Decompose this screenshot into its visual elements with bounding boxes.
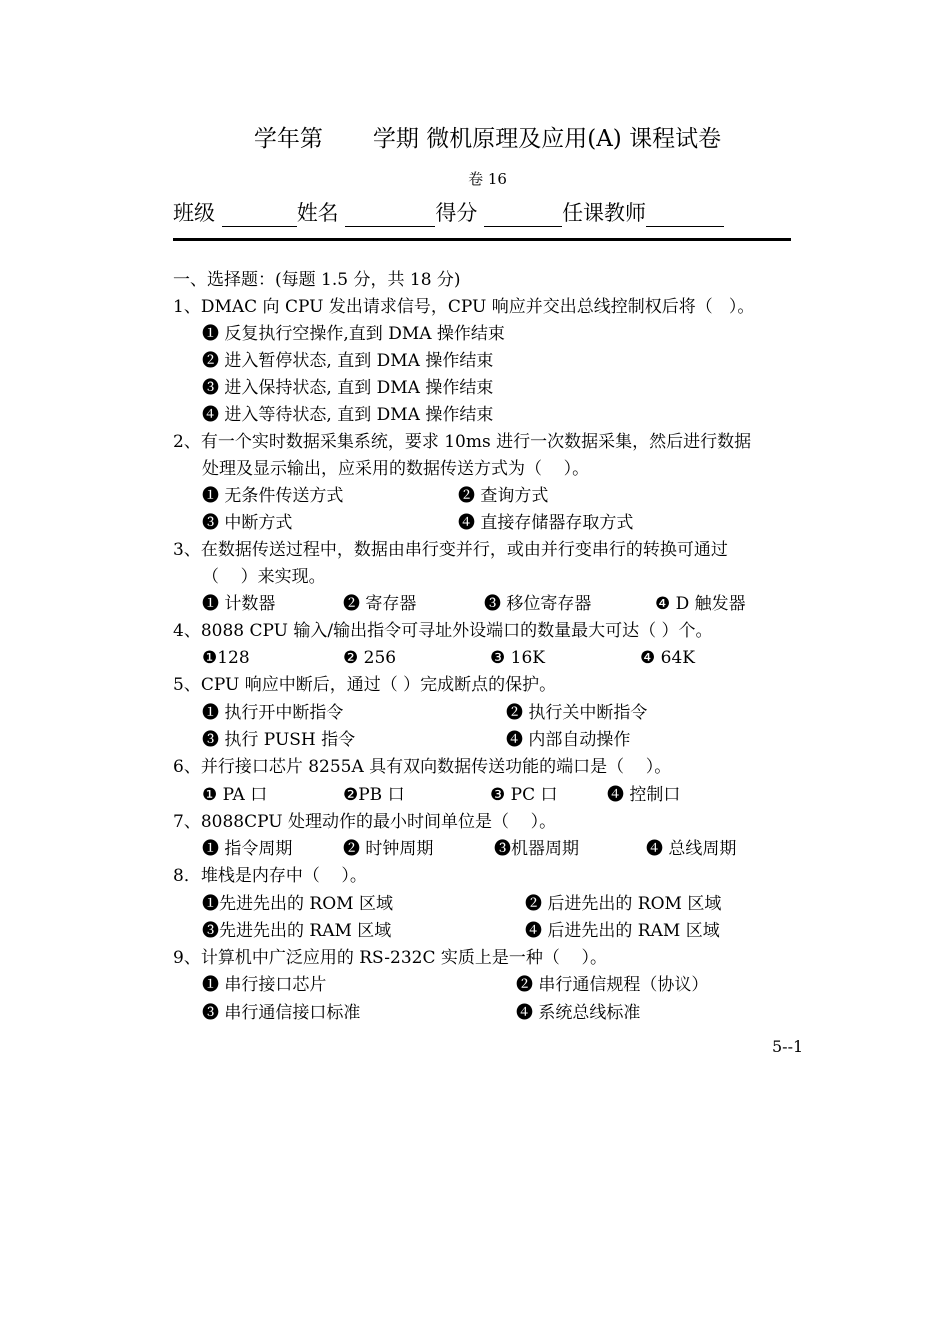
question-6-option-a: ❶ PA 口: [202, 785, 268, 805]
question-8-option-a: ❶先进先出的 ROM 区域: [202, 894, 393, 914]
question-3-option-a: ❶ 计数器: [202, 594, 276, 614]
question-9-option-c: ❸ 串行通信接口标准: [202, 1003, 361, 1023]
question-7-option-c: ❸机器周期: [494, 839, 579, 859]
question-9-stem: 9、计算机中广泛应用的 RS-232C 实质上是一种（ ）。: [173, 948, 608, 968]
question-2-option-d: ❹ 直接存储器存取方式: [458, 513, 634, 533]
teacher-label: 任课教师: [562, 201, 647, 225]
question-8-option-c: ❸先进先出的 RAM 区域: [202, 921, 392, 941]
exam-title: [0, 120, 950, 153]
question-7-option-a: ❶ 指令周期: [202, 839, 293, 859]
question-2-stem-cont: 处理及显示输出，应采用的数据传送方式为（ ）。: [202, 459, 590, 479]
question-5-option-a: ❶ 执行开中断指令: [202, 703, 344, 723]
question-8-option-b: ❷ 后进先出的 ROM 区域: [525, 894, 722, 914]
question-1-option-a: ❶ 反复执行空操作,直到 DMA 操作结束: [202, 324, 505, 344]
question-3-stem-cont: （ ）来实现。: [202, 567, 326, 587]
question-4-option-c: ❸ 16K: [490, 648, 545, 668]
question-5-option-c: ❸ 执行 PUSH 指令: [202, 730, 356, 750]
header-rule: [173, 238, 791, 241]
question-5-option-b: ❷ 执行关中断指令: [506, 703, 648, 723]
question-7-option-b: ❷ 时钟周期: [343, 839, 434, 859]
question-6-option-d: ❹ 控制口: [607, 785, 681, 805]
question-8-stem: 8．堆栈是内存中（ ）。: [173, 866, 367, 886]
question-4-stem: 4、8088 CPU 输入/输出指令可寻址外设端口的数量最大可达（ ）个。: [173, 621, 713, 641]
question-7-stem: 7、8088CPU 处理动作的最小时间单位是（ ）。: [173, 812, 557, 832]
name-blank: [345, 202, 435, 227]
question-9-option-a: ❶ 串行接口芯片: [202, 975, 327, 995]
question-6-option-c: ❸ PC 口: [490, 785, 558, 805]
question-7-option-d: ❹ 总线周期: [646, 839, 737, 859]
question-5-option-d: ❹ 内部自动操作: [506, 730, 631, 750]
class-label: 班级: [173, 201, 215, 225]
score-blank: [484, 202, 562, 227]
question-1-option-c: ❸ 进入保持状态, 直到 DMA 操作结束: [202, 378, 494, 398]
question-4-option-b: ❷ 256: [343, 648, 397, 668]
question-2-option-a: ❶ 无条件传送方式: [202, 486, 344, 506]
question-6-option-b: ❷PB 口: [343, 785, 405, 805]
question-3-option-c: ❸ 移位寄存器: [484, 594, 592, 614]
question-3-option-d: ❹ D 触发器: [655, 594, 746, 614]
question-1-option-b: ❷ 进入暂停状态, 直到 DMA 操作结束: [202, 351, 494, 371]
class-blank: [222, 202, 297, 227]
student-info-line: [173, 197, 724, 227]
question-6-stem: 6、并行接口芯片 8255A 具有双向数据传送功能的端口是（ ）。: [173, 757, 672, 777]
title-part-year: 学年第: [253, 126, 323, 152]
question-5-stem: 5、CPU 响应中断后，通过（ ）完成断点的保护。: [173, 675, 557, 695]
question-2-option-c: ❸ 中断方式: [202, 513, 293, 533]
question-2-stem: 2、有一个实时数据采集系统，要求 10ms 进行一次数据采集，然后进行数据: [173, 432, 752, 452]
question-4-option-a: ❶128: [202, 648, 250, 668]
page-number: 5--1: [772, 1037, 804, 1056]
section-heading: 一、选择题：(每题 1.5 分，共 18 分): [173, 270, 461, 290]
question-9-option-d: ❹ 系统总线标准: [516, 1003, 641, 1023]
score-label: 得分: [435, 201, 478, 225]
question-3-stem: 3、在数据传送过程中，数据由串行变并行，或由并行变串行的转换可通过: [173, 540, 728, 560]
name-label: 姓名: [296, 201, 339, 225]
teacher-blank: [646, 202, 724, 227]
paper-number: 卷 16: [468, 170, 507, 188]
question-2-option-b: ❷ 查询方式: [458, 486, 549, 506]
question-3-option-b: ❷ 寄存器: [343, 594, 417, 614]
question-4-option-d: ❹ 64K: [640, 648, 695, 668]
title-part-course: 学期 微机原理及应用(A) 课程试卷: [372, 126, 722, 152]
question-1-option-d: ❹ 进入等待状态, 直到 DMA 操作结束: [202, 405, 494, 425]
question-1-stem: 1、DMAC 向 CPU 发出请求信号，CPU 响应并交出总线控制权后将（ ）。: [173, 297, 755, 317]
question-8-option-d: ❹ 后进先出的 RAM 区域: [525, 921, 720, 941]
question-9-option-b: ❷ 串行通信规程（协议）: [516, 975, 709, 995]
